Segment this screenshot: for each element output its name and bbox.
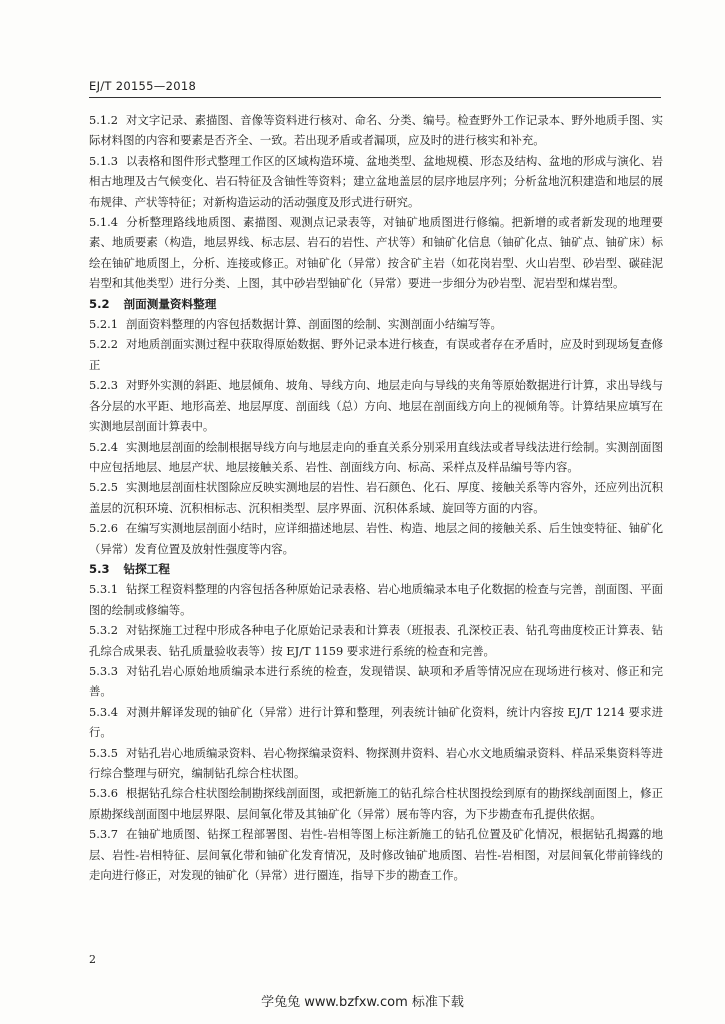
clause-number: 5.2.1	[89, 317, 118, 332]
clause-text: 对地质剖面实测过程中获取得原始数据、野外记录本进行核查，有误或者存在矛盾时，应及时到现场复查修正	[89, 337, 663, 372]
clause-number: 5.2.4	[89, 439, 118, 454]
clause-number: 5.3.6	[89, 786, 118, 801]
clause-text: 对钻孔岩心地质编录资料、岩心物探编录资料、物探测井资料、岩心水文地质编录资料、样品采集资料等进行综合整理与研究，编制钻孔综合柱状图。	[89, 745, 663, 780]
clause-number: 5.1.3	[89, 153, 118, 168]
clause-text: 对野外实测的斜距、地层倾角、坡角、导线方向、地层走向与导线的夹角等原始数据进行计算，求出导线与各分层的水平距、地形高差、地层厚度、剖面线（总）方向、地层在剖面线方向上的视倾角等。计算结果应填写在实测地层剖面计算表中。	[89, 378, 663, 434]
clause-number: 5.3.3	[89, 663, 118, 678]
clause-paragraph	[89, 110, 663, 151]
clause-text: 对文字记录、素描图、音像等资料进行核对、命名、分类、编号。检查野外工作记录本、野外地质手图、实际材料图的内容和要素是否齐全、一致。若出现矛盾或者漏项，应及时的进行核实和补充。	[89, 113, 663, 148]
clause-paragraph	[89, 212, 663, 294]
clause-number: 5.3.7	[89, 827, 118, 842]
clause-paragraph	[89, 783, 663, 824]
clause-text: 以表格和图件形式整理工作区的区域构造环境、盆地类型、盆地规模、形态及结构、盆地的形成与演化、岩相古地理及古气候变化、岩石特征及含铀性等资料；建立盆地盖层的层序地层序列；分析盆地沉积建造和地层的展布规律、产状等特征；对新构造运动的活动强度及形式进行研究。	[89, 153, 663, 209]
clause-paragraph	[89, 620, 663, 661]
clause-number: 5.1.2	[89, 113, 118, 127]
clause-paragraph	[89, 661, 663, 702]
clause-number: 5.2.6	[89, 521, 118, 536]
header-rule	[89, 97, 661, 98]
clause-number: 5.1.4	[89, 215, 118, 230]
clause-paragraph	[89, 151, 663, 212]
clause-paragraph	[89, 314, 663, 334]
clause-number: 5.2.2	[89, 337, 118, 352]
section-heading	[89, 559, 663, 579]
clause-text: 剖面资料整理的内容包括数据计算、剖面图的绘制、实测剖面小结编写等。	[125, 317, 502, 332]
section-title: 钻探工程	[123, 561, 170, 576]
clause-text: 分析整理路线地质图、素描图、观测点记录表等，对铀矿地质图进行修编。把新增的或者新发现的地理要素、地质要素（构造，地层界线、标志层、岩石的岩性、产状等）和铀矿化信息（铀矿化点、铀矿点、铀矿床）标绘在铀矿地质图上，分析、连接或修正。对铀矿化（异常）按含矿主岩（如花岗岩型、火山岩型、砂岩型、碳硅泥岩型和其他类型）进行分类、上图，其中砂岩型铀矿化（异常）要进一步细分为砂岩型、泥岩型和煤岩型。	[89, 215, 663, 291]
footer-watermark: 学兔兔 www.bzfxw.com 标准下载	[261, 995, 464, 1010]
clause-paragraph	[89, 702, 663, 743]
clause-number: 5.3.5	[89, 745, 118, 760]
clause-number: 5.2.5	[89, 480, 118, 495]
section-heading	[89, 294, 663, 314]
clause-paragraph	[89, 477, 663, 518]
clause-text: 实测地层剖面柱状图除应反映实测地层的岩性、岩石颜色、化石、厚度、接触关系等内容外，还应列出沉积盖层的沉积环境、沉积相标志、沉积相类型、层序界面、沉积体系域、旋回等方面的内容。	[89, 480, 663, 515]
clause-paragraph	[89, 518, 663, 559]
section-number: 5.2	[89, 296, 110, 311]
clause-text: 对测井解译发现的铀矿化（异常）进行计算和整理，列表统计铀矿化资料，统计内容按 EJ/T 1214 要求进行。	[89, 704, 663, 740]
clause-text: 实测地层剖面的绘制根据导线方向与地层走向的垂直关系分别采用直线法或者导线法进行绘制。实测剖面图中应包括地层、地层产状、地层接触关系、岩性、剖面线方向、标高、采样点及样品编号等内容。	[89, 439, 663, 474]
clause-number: 5.3.2	[89, 623, 118, 638]
page-number: 2	[89, 953, 96, 966]
clause-paragraph	[89, 824, 663, 885]
clause-text: 根据钻孔综合柱状图绘制勘探线剖面图，或把新施工的钻孔综合柱状图投绘到原有的勘探线剖面图上，修正原勘探线剖面图中地层界限、层间氧化带及其铀矿化（异常）展布等内容，为下步勘查布孔提供依据。	[89, 786, 663, 821]
clause-paragraph	[89, 437, 663, 478]
clause-paragraph	[89, 334, 663, 375]
clause-number: 5.3.4	[89, 704, 118, 719]
clause-text: 对钻探施工过程中形成各种电子化原始记录表和计算表（班报表、孔深校正表、钻孔弯曲度校正计算表、钻孔综合成果表、钻孔质量验收表等）按 EJ/T 1159 要求进行系统的检查和完善。	[89, 623, 663, 658]
clause-paragraph	[89, 743, 663, 784]
clause-text: 在编写实测地层剖面小结时，应详细描述地层、岩性、构造、地层之间的接触关系、后生蚀变特征、铀矿化（异常）发育位置及放射性强度等内容。	[89, 521, 663, 556]
document-body	[89, 110, 663, 885]
document-code: EJ/T 20155—2018	[89, 79, 197, 93]
section-number: 5.3	[89, 561, 110, 576]
section-title: 剖面测量资料整理	[123, 296, 217, 311]
clause-text: 对钻孔岩心原始地质编录本进行系统的检查，发现错误、缺项和矛盾等情况应在现场进行核对、修正和完善。	[89, 663, 663, 699]
clause-number: 5.3.1	[89, 582, 118, 597]
clause-text: 钻探工程资料整理的内容包括各种原始记录表格、岩心地质编录本电子化数据的检查与完善，剖面图、平面图的绘制或修编等。	[89, 582, 663, 617]
clause-paragraph	[89, 375, 663, 436]
clause-paragraph	[89, 579, 663, 620]
clause-text: 在铀矿地质图、钻探工程部署图、岩性-岩相等图上标注新施工的钻孔位置及矿化情况，根据钻孔揭露的地层、岩性-岩相特征、层间氧化带和铀矿化发育情况，及时修改铀矿地质图、岩性-岩相图，对层间氧化带前锋线的走向进行修正，对发现的铀矿化（异常）进行圈连，指导下步的勘查工作。	[89, 827, 663, 883]
clause-number: 5.2.3	[89, 378, 118, 393]
